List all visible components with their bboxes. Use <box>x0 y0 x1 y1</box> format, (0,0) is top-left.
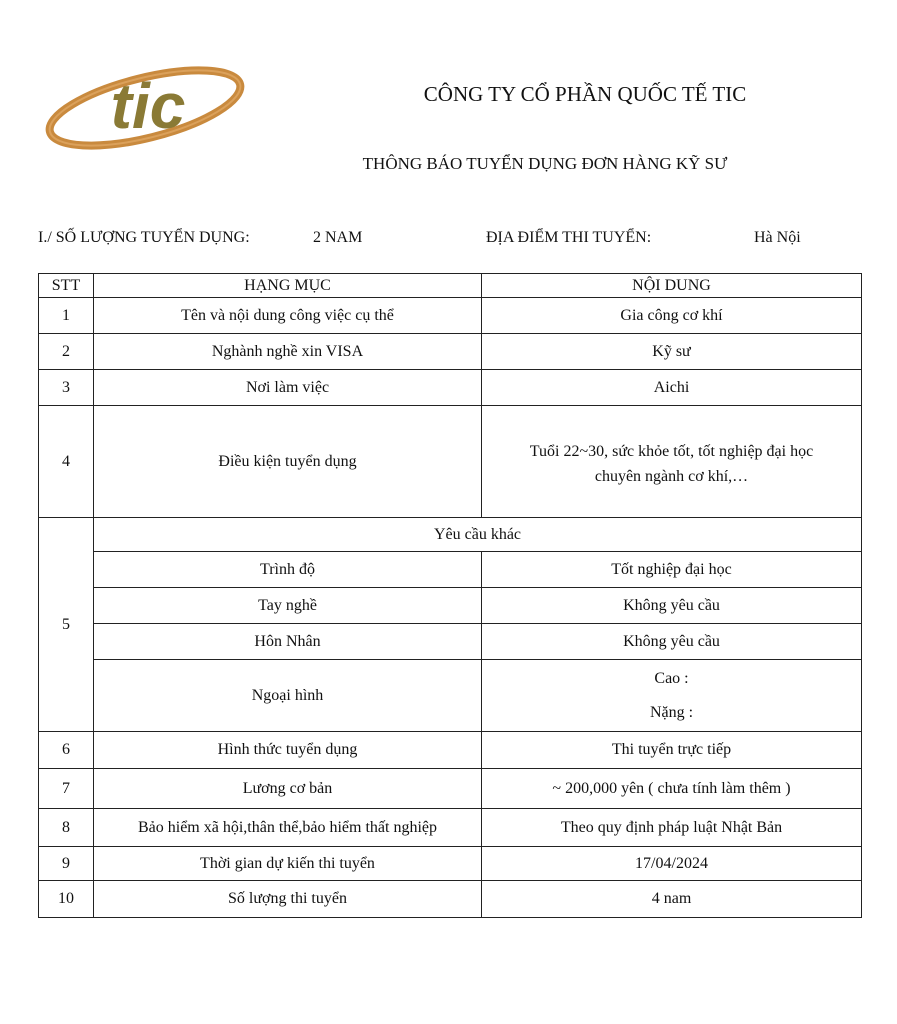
row-stt: 6 <box>39 732 94 769</box>
row-content: Tốt nghiệp đại học <box>482 552 862 588</box>
row-content: Aichi <box>482 370 862 406</box>
row-content: Thi tuyển trực tiếp <box>482 732 862 769</box>
row-item: Số lượng thi tuyển <box>94 881 482 918</box>
table-row <box>39 406 862 518</box>
quantity-label: I./ SỐ LƯỢNG TUYỂN DỤNG: <box>38 229 250 246</box>
row-item: Bảo hiểm xã hội,thân thể,bảo hiểm thất nghiệp <box>94 809 482 847</box>
location-label: ĐỊA ĐIỂM THI TUYỂN: <box>486 229 652 246</box>
table-row <box>39 847 862 881</box>
row-stt: 2 <box>39 334 94 370</box>
content-line: Nặng : <box>649 703 694 721</box>
notice-title: THÔNG BÁO TUYỂN DỤNG ĐƠN HÀNG KỸ SƯ <box>362 154 728 173</box>
other-requirements-title: Yêu cầu khác <box>94 518 862 552</box>
company-logo <box>40 58 250 158</box>
other-requirements-title-row <box>39 518 862 552</box>
table-row <box>39 370 862 406</box>
table-row <box>39 809 862 847</box>
table-row <box>39 552 862 588</box>
row-content: 4 nam <box>482 881 862 918</box>
row-content: Gia công cơ khí <box>482 298 862 334</box>
row-content: Kỹ sư <box>482 334 862 370</box>
table-row <box>39 769 862 809</box>
row-stt: 1 <box>39 298 94 334</box>
row-stt: 3 <box>39 370 94 406</box>
row-content <box>482 660 862 732</box>
table-row <box>39 660 862 732</box>
row-item: Tên và nội dung công việc cụ thể <box>94 298 482 334</box>
location-value: Hà Nội <box>754 229 801 246</box>
table-row <box>39 881 862 918</box>
table-row <box>39 732 862 769</box>
row-stt: 7 <box>39 769 94 809</box>
table-row <box>39 334 862 370</box>
row-item: Trình độ <box>94 552 482 588</box>
content-line: chuyên ngành cơ khí,… <box>594 468 749 485</box>
header-content: NỘI DUNG <box>482 274 862 298</box>
row-content: Không yêu cầu <box>482 588 862 624</box>
row-content: Không yêu cầu <box>482 624 862 660</box>
row-item: Tay nghề <box>94 588 482 624</box>
row-item: Ngoại hình <box>94 660 482 732</box>
row-item: Thời gian dự kiến thi tuyển <box>94 847 482 881</box>
company-name: CÔNG TY CỔ PHẦN QUỐC TẾ TIC <box>423 82 747 106</box>
row-content <box>482 406 862 518</box>
row-content: 17/04/2024 <box>482 847 862 881</box>
row-stt: 5 <box>39 518 94 732</box>
table-header-row <box>39 274 862 298</box>
row-item: Lương cơ bản <box>94 769 482 809</box>
logo-text: tic <box>110 70 186 142</box>
row-content: ~ 200,000 yên ( chưa tính làm thêm ) <box>482 769 862 809</box>
table-row <box>39 298 862 334</box>
row-stt: 4 <box>39 406 94 518</box>
row-item: Nghành nghề xin VISA <box>94 334 482 370</box>
row-content: Theo quy định pháp luật Nhật Bản <box>482 809 862 847</box>
header-stt: STT <box>39 274 94 298</box>
row-item: Điều kiện tuyển dụng <box>94 406 482 518</box>
content-line: Cao : <box>654 669 689 687</box>
recruitment-table <box>38 273 862 918</box>
content-line: Tuổi 22~30, sức khỏe tốt, tốt nghiệp đại học <box>529 443 814 460</box>
row-stt: 9 <box>39 847 94 881</box>
row-stt: 8 <box>39 809 94 847</box>
table-row <box>39 588 862 624</box>
row-item: Nơi làm việc <box>94 370 482 406</box>
quantity-value: 2 NAM <box>313 229 363 246</box>
table-row <box>39 624 862 660</box>
row-item: Hôn Nhân <box>94 624 482 660</box>
row-stt: 10 <box>39 881 94 918</box>
header-item: HẠNG MỤC <box>94 274 482 298</box>
row-item: Hình thức tuyển dụng <box>94 732 482 769</box>
